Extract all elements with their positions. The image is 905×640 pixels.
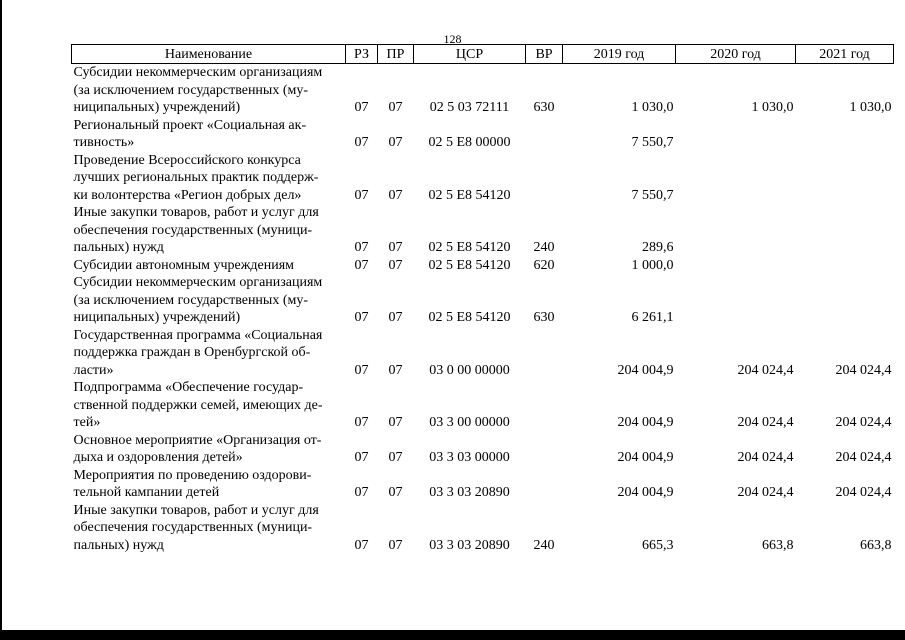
row-2020: [676, 117, 796, 152]
row-pr: 07: [388, 450, 403, 465]
header-rz: РЗ: [346, 45, 378, 64]
row-csr: 02 5 03 72111: [429, 100, 510, 115]
row-csr: 02 5 E8 54120: [428, 257, 511, 273]
row-2021: [796, 117, 894, 152]
table-row: [72, 204, 894, 257]
row-csr: 03 3 00 00000: [429, 415, 510, 430]
row-pr: 07: [388, 537, 403, 553]
row-2020: [676, 257, 796, 275]
row-csr: 02 5 E8 54120: [428, 240, 511, 255]
header-vr: ВР: [526, 45, 563, 64]
table-row: [72, 117, 894, 152]
row-vr: [526, 152, 563, 205]
row-name: Субсидии некоммерческим организациям (за исключением государственных (му- ниципальных) учреждений): [73, 275, 323, 325]
row-rz: 07: [354, 135, 369, 150]
row-vr: [526, 327, 563, 380]
page-bottom-border: [0, 630, 905, 640]
row-pr: 07: [388, 310, 403, 325]
header-name: Наименование: [72, 45, 346, 64]
row-rz: 07: [354, 415, 369, 430]
row-2020: 1 030,0: [751, 100, 794, 115]
row-name: Основное мероприятие «Организация от- дыха и оздоровления детей»: [73, 432, 322, 465]
table-row: [72, 467, 894, 502]
table-row: [72, 64, 894, 117]
table-row: [72, 257, 894, 275]
row-vr: 620: [533, 257, 555, 273]
row-vr: 240: [533, 240, 555, 255]
row-2021: 204 024,4: [835, 450, 892, 465]
row-2019: 6 261,1: [631, 310, 674, 325]
row-2020: 204 024,4: [737, 450, 794, 465]
row-2019: 204 004,9: [617, 362, 674, 378]
page-number: 128: [443, 32, 462, 46]
row-vr: [526, 432, 563, 467]
row-rz: 07: [354, 100, 369, 115]
row-2020: 663,8: [762, 537, 794, 553]
budget-table: [71, 44, 894, 554]
row-vr: 630: [533, 100, 555, 115]
row-2021: 204 024,4: [835, 485, 892, 500]
row-vr: [526, 379, 563, 432]
row-pr: 07: [388, 362, 403, 378]
row-2020: 204 024,4: [737, 415, 794, 430]
row-vr: [526, 117, 563, 152]
header-row: [72, 45, 894, 64]
row-2021: [796, 152, 894, 205]
row-2019: 1 030,0: [631, 100, 674, 115]
table-row: [72, 502, 894, 555]
row-pr: 07: [388, 187, 403, 203]
row-2021: [796, 204, 894, 257]
row-csr: 02 5 E8 00000: [428, 135, 511, 150]
row-pr: 07: [388, 135, 403, 150]
row-2021: [796, 257, 894, 275]
row-2019: 289,6: [642, 240, 674, 255]
row-csr: 03 0 00 00000: [429, 362, 510, 378]
row-csr: 02 5 E8 54120: [428, 310, 511, 325]
row-2020: 204 024,4: [737, 362, 794, 378]
row-2019: 665,3: [642, 537, 674, 553]
row-name: Мероприятия по проведению оздорови- тельной кампании детей: [73, 467, 312, 500]
row-2019: 1 000,0: [631, 257, 674, 273]
row-csr: 03 3 03 20890: [429, 537, 510, 553]
row-rz: 07: [354, 310, 369, 325]
header-2020: 2020 год: [676, 45, 796, 64]
row-2019: 7 550,7: [631, 187, 674, 203]
row-name: Государственная программа «Социальная поддержка граждан в Оренбургской об- ласти»: [73, 327, 323, 378]
row-pr: 07: [388, 485, 403, 500]
row-rz: 07: [354, 450, 369, 465]
row-pr: 07: [388, 100, 403, 115]
table-row: [72, 152, 894, 205]
table-row: [72, 379, 894, 432]
header-csr: ЦСР: [414, 45, 526, 64]
row-rz: 07: [354, 187, 369, 203]
row-csr: 03 3 03 20890: [429, 485, 510, 500]
table-body: [72, 64, 894, 555]
row-2021: 204 024,4: [835, 362, 892, 378]
row-rz: 07: [354, 240, 369, 255]
row-2019: 204 004,9: [617, 485, 674, 500]
row-rz: 07: [354, 257, 369, 273]
row-2021: 1 030,0: [849, 100, 892, 115]
row-vr: 240: [533, 537, 555, 553]
table-row: [72, 274, 894, 327]
row-name: Иные закупки товаров, работ и услуг для обеспечения государственных (муници- пальных) нужд: [73, 205, 319, 255]
row-name: Проведение Всероссийского конкурса лучших региональных практик поддерж- ки волонтерства «Регион добрых дел»: [73, 152, 319, 203]
row-2020: [676, 152, 796, 205]
row-csr: 02 5 E8 54120: [428, 187, 511, 203]
row-rz: 07: [354, 485, 369, 500]
row-csr: 03 3 03 00000: [429, 450, 510, 465]
row-2019: 204 004,9: [617, 450, 674, 465]
row-2019: 204 004,9: [617, 415, 674, 430]
row-2020: [676, 274, 796, 327]
row-2020: [676, 204, 796, 257]
row-2019: 7 550,7: [631, 135, 674, 150]
row-name: Субсидии автономным учреждениям: [73, 257, 295, 273]
table-header: [72, 45, 894, 64]
row-2021: 204 024,4: [835, 415, 892, 430]
row-pr: 07: [388, 240, 403, 255]
table-row: [72, 432, 894, 467]
row-name: Иные закупки товаров, работ и услуг для обеспечения государственных (муници- пальных) нужд: [73, 502, 319, 553]
row-2021: 663,8: [860, 537, 892, 553]
row-name: Региональный проект «Социальная ак- тивность»: [73, 117, 307, 150]
header-2019: 2019 год: [563, 45, 676, 64]
page-left-border: [0, 0, 2, 640]
header-pr: ПР: [378, 45, 414, 64]
row-pr: 07: [388, 415, 403, 430]
row-name: Субсидии некоммерческим организациям (за исключением государственных (му- ниципальных) учреждений): [73, 65, 323, 115]
row-pr: 07: [388, 257, 403, 273]
row-rz: 07: [354, 362, 369, 378]
row-rz: 07: [354, 537, 369, 553]
table-row: [72, 327, 894, 380]
row-2021: [796, 274, 894, 327]
row-vr: [526, 467, 563, 502]
header-2021: 2021 год: [796, 45, 894, 64]
row-2020: 204 024,4: [737, 485, 794, 500]
row-vr: 630: [533, 310, 555, 325]
row-name: Подпрограмма «Обеспечение государ- ственной поддержки семей, имеющих де- тей»: [73, 380, 323, 430]
